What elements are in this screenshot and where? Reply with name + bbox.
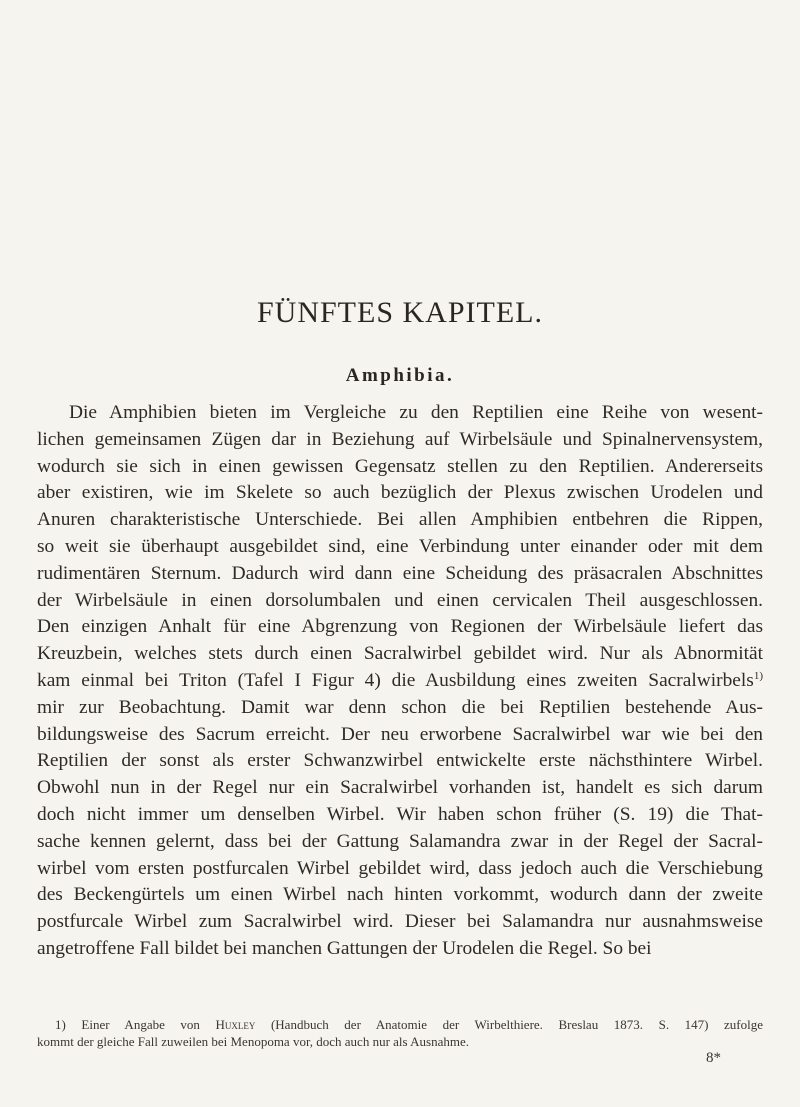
text-line: postfurcale Wirbel zum Sacralwirbel wird. Dieser bei Salamandra nur ausnahmsweise (37, 911, 763, 933)
footnote-line: kommt der gleiche Fall zuweilen bei Menopoma vor, doch auch nur als Ausnahme. (37, 1034, 469, 1049)
text-line: lichen gemeinsamen Zügen dar in Beziehung auf Wirbelsäule und Spinalnervensystem, (37, 428, 763, 450)
footnote-text: Einer Angabe von (81, 1017, 200, 1032)
text-line: wirbel vom ersten postfurcalen Wirbel gebildet wird, dass jedoch auch die Verschiebung (37, 857, 763, 879)
text-line: Die Amphibien bieten im Vergleiche zu den Reptilien eine Reihe von wesent- (69, 402, 763, 423)
text-line: Kreuzbein, welches stets durch einen Sacralwirbel gebildet wird. Nur als Abnormität (37, 643, 763, 665)
text-line: so weit sie überhaupt ausgebildet sind, eine Verbindung unter einander oder mit dem (37, 535, 763, 557)
chapter-title: FÜNFTES KAPITEL. (256, 296, 543, 329)
text-line: angetroffene Fall bildet bei manchen Gattungen der Urodelen die Regel. So bei (37, 937, 652, 959)
text-line: wodurch sie sich in einen gewissen Gegensatz stellen zu den Reptilien. Andererseits (37, 455, 763, 477)
footnote-text: (Handbuch der Anatomie der Wirbelthiere. Breslau 1873. S. 147) zufolge (270, 1017, 764, 1032)
text-line: Obwohl nun in der Regel nur ein Sacralwirbel vorhanden ist, handelt es sich darum (37, 777, 763, 799)
footnote-line (37, 1016, 763, 1033)
text-line: des Beckengürtels um einen Wirbel nach hinten vorkommt, wodurch dann der zweite (37, 884, 763, 906)
footnote (37, 1016, 763, 1050)
section-title: Amphibia. (345, 365, 455, 386)
text-line: mir zur Beobachtung. Damit war denn schon die bei Reptilien bestehende Aus- (37, 696, 763, 718)
text-line: aber existiren, wie im Skelete so auch bezüglich der Plexus zwischen Urodelen und (37, 482, 763, 504)
footnote-marker: 1) (55, 1017, 66, 1032)
printer-signature: 8* (706, 1050, 721, 1066)
text-line: doch nicht immer um denselben Wirbel. Wir haben schon früher (S. 19) die That- (37, 803, 763, 825)
text-line: Reptilien der sonst als erster Schwanzwirbel entwickelte erste nächsthintere Wirbel. (37, 750, 763, 772)
footnote-reference: 1) (753, 669, 763, 682)
text-line: bildungsweise des Sacrum erreicht. Der neu erworbene Sacralwirbel war wie bei den (37, 723, 763, 745)
text-line: sache kennen gelernt, dass bei der Gattung Salamandra zwar in der Regel der Sacral- (37, 830, 763, 852)
text-line: Den einzigen Anhalt für eine Abgrenzung von Regionen der Wirbelsäule liefert das (37, 616, 763, 638)
text-line: rudimentären Sternum. Dadurch wird dann eine Scheidung des präsacralen Abschnittes (37, 562, 763, 584)
text-line-with-footnote-ref (37, 668, 763, 695)
text-line: Anuren charakteristische Unterschiede. Bei allen Amphibien entbehren die Rippen, (37, 509, 763, 531)
text-line: der Wirbelsäule in einen dorsolumbalen und einen cervicalen Theil ausgeschlossen. (37, 589, 763, 611)
footnote-author: Huxley (215, 1017, 256, 1032)
body-paragraph (37, 400, 763, 963)
text-line: kam einmal bei Triton (Tafel I Figur 4) die Ausbildung eines zweiten Sacralwirbels (37, 669, 754, 691)
